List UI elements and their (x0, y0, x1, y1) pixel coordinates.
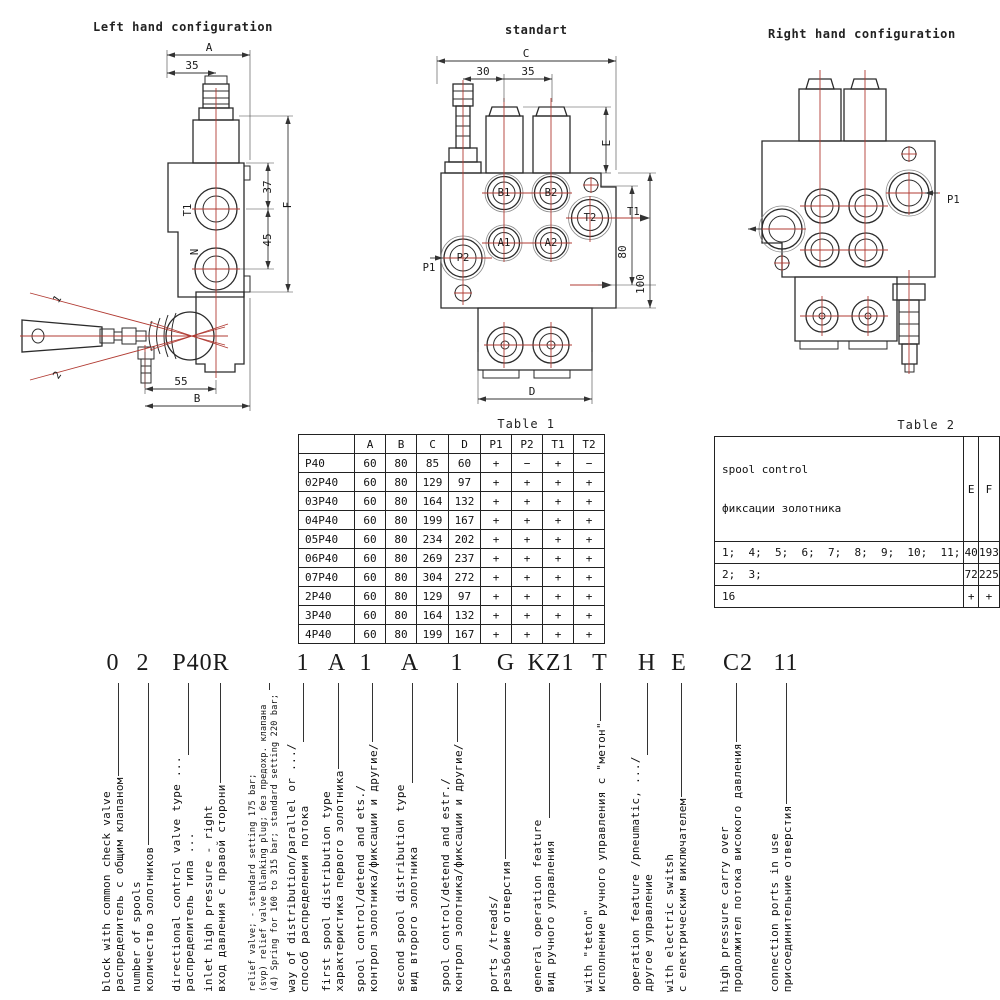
dim-c-cell: 129 (417, 473, 449, 492)
callout-line (303, 683, 304, 742)
order-field-description (394, 785, 420, 992)
table-1-row (299, 454, 605, 473)
order-field-description-line: характеристика первого золотника (333, 770, 346, 992)
order-field-description (531, 820, 557, 993)
dim-f-label: F (281, 201, 294, 209)
model-cell: 3P40 (299, 606, 355, 625)
table-2-row (715, 564, 1000, 586)
model-cell: P40 (299, 454, 355, 473)
table-2-header-row (715, 437, 1000, 542)
port-p1-cell: + (481, 568, 512, 587)
port-n-label: N (189, 248, 201, 256)
order-code-token: 1 (296, 650, 310, 676)
order-field-description-line: high pressure carry over (718, 825, 731, 992)
dim-a-cell: 60 (355, 549, 386, 568)
port-a2-label: A2 (544, 237, 558, 249)
port-t1-cell: + (543, 530, 574, 549)
dim-a-label: A (205, 41, 213, 54)
callout-line (412, 683, 413, 783)
order-field-description (768, 806, 794, 992)
port-p2-cell: + (512, 568, 543, 587)
spool-list-cell: 1; 4; 5; 6; 7; 8; 9; 10; 11; (715, 542, 964, 564)
lever-pos-1-label: 1 (50, 293, 65, 306)
table-1-header-cell: T1 (543, 435, 574, 454)
e-value-cell: 72 (964, 564, 979, 586)
order-field-description-line: spool control/detend and estr./ (439, 777, 452, 992)
port-t2-cell: + (574, 587, 605, 606)
callout-line (505, 683, 506, 859)
port-p2-cell: + (512, 606, 543, 625)
table-1-row (299, 606, 605, 625)
port-t2-cell: + (574, 625, 605, 644)
order-field-description (285, 744, 311, 992)
dim-d-cell: 132 (449, 492, 481, 511)
order-field-description-line: другое управление (642, 874, 655, 992)
order-field-description-line: распределитель типа ... (183, 832, 196, 992)
table-1-header-cell: D (449, 435, 481, 454)
order-field-description (170, 757, 196, 992)
callout-line (600, 683, 601, 721)
port-t2-cell: + (574, 492, 605, 511)
order-code-token: 1 (450, 650, 464, 676)
port-p1-cell: + (481, 454, 512, 473)
table-1-row (299, 568, 605, 587)
port-t1-cell: + (543, 549, 574, 568)
order-field-description-line: way of distribution/parallel or .../ (285, 742, 298, 992)
table-2 (714, 436, 1000, 608)
order-field-description (439, 744, 465, 992)
order-field-description (100, 778, 126, 992)
table-1-row (299, 473, 605, 492)
port-p2-cell: + (512, 492, 543, 511)
f-value-cell: + (978, 586, 999, 608)
port-t2-cell: + (574, 606, 605, 625)
callout-line (681, 683, 682, 797)
port-p2-cell: + (512, 625, 543, 644)
order-field-description (130, 847, 156, 992)
order-field-description-line: присоединительние отверстия (781, 805, 794, 992)
dim-45-label: 45 (261, 233, 274, 247)
spool-list-cell: 16 (715, 586, 964, 608)
dim-b-cell: 80 (386, 587, 417, 606)
port-p1-cell: + (481, 492, 512, 511)
order-field-description-line: block with common check valve (100, 791, 113, 992)
lever-pos-2-label: 2 (50, 369, 65, 382)
right-drawing-title: Right hand configuration (768, 27, 956, 41)
dim-c-cell: 269 (417, 549, 449, 568)
table-1-row (299, 511, 605, 530)
port-t2-cell: + (574, 511, 605, 530)
table-1-row (299, 587, 605, 606)
port-t2-cell: + (574, 549, 605, 568)
order-field-description-line: with "teton" (582, 908, 595, 992)
order-field-description-line: способ распределения потока (298, 805, 311, 992)
dim-a-cell: 60 (355, 492, 386, 511)
order-field-description (629, 757, 655, 992)
table-1-header-cell: P2 (512, 435, 543, 454)
port-t1-cell: + (543, 473, 574, 492)
dim-a-cell: 60 (355, 587, 386, 606)
callout-line (457, 683, 458, 742)
right-hand-valve-drawing (748, 70, 960, 374)
port-p1-cell: + (481, 473, 512, 492)
dim-b-cell: 80 (386, 625, 417, 644)
e-value-cell: + (964, 586, 979, 608)
port-p1-cell: + (481, 530, 512, 549)
port-b2-label: B2 (544, 187, 558, 199)
dim-d-cell: 237 (449, 549, 481, 568)
port-p2-cell: + (512, 511, 543, 530)
dim-d-cell: 272 (449, 568, 481, 587)
dim-a-cell: 60 (355, 625, 386, 644)
callout-line (549, 683, 550, 818)
callout-line (118, 683, 119, 776)
dim-b-cell: 80 (386, 492, 417, 511)
order-field-description-line: исполнение ручного управления с "метон" (595, 722, 608, 992)
port-p1-cell: + (481, 549, 512, 568)
port-t1-cell: + (543, 454, 574, 473)
table-1-header-cell: C (417, 435, 449, 454)
dim-c-cell: 234 (417, 530, 449, 549)
dim-c-cell: 129 (417, 587, 449, 606)
order-field-description-line: вид ручного управления (544, 839, 557, 992)
dim-c-cell: 85 (417, 454, 449, 473)
order-field-description (320, 771, 346, 992)
order-code-token: H (637, 650, 657, 676)
dim-37-label: 37 (261, 180, 274, 194)
dim-b-cell: 80 (386, 568, 417, 587)
table-2-row (715, 542, 1000, 564)
f-value-cell: 193 (978, 542, 999, 564)
order-field-description-line: количество золотников (143, 846, 156, 992)
e-value-cell: 40 (964, 542, 979, 564)
port-t1-label: T1 (182, 203, 194, 217)
order-field-description-line: first spool distribution type (320, 791, 333, 992)
callout-line (786, 683, 787, 804)
dim-d-cell: 60 (449, 454, 481, 473)
order-code-token: 11 (773, 650, 799, 676)
callout-line (148, 683, 149, 845)
port-t1-cell: + (543, 606, 574, 625)
order-field-description (354, 744, 380, 992)
table-2-row (715, 586, 1000, 608)
order-field-description-line: ports /treads/ (487, 895, 500, 992)
order-field-description-line: inlet high pressure - right (202, 805, 215, 992)
table-1-header-cell: P1 (481, 435, 512, 454)
dim-100-label: 100 (634, 274, 647, 294)
dim-d-cell: 167 (449, 625, 481, 644)
f-value-cell: 225 (978, 564, 999, 586)
port-t1-cell: + (543, 625, 574, 644)
dim-55-label: 55 (174, 375, 188, 388)
order-code-token: 2 (136, 650, 150, 676)
table-1-row (299, 549, 605, 568)
order-code-token: 1 (359, 650, 373, 676)
order-field-description-line: with electric switsh (663, 853, 676, 992)
port-p1-cell: + (481, 511, 512, 530)
order-field-description-line: вход давления с правой сторони (215, 784, 228, 992)
order-code-token: KZ1 (527, 650, 575, 676)
model-cell: 05P40 (299, 530, 355, 549)
dim-e-label: E (600, 139, 613, 147)
order-code-token: A (400, 650, 420, 676)
callout-line (372, 683, 373, 742)
dim-d-label: D (528, 385, 536, 398)
dim-a-cell: 60 (355, 511, 386, 530)
dim-30-label: 30 (476, 65, 490, 78)
order-field-description-line: резьбовие отверстия (500, 860, 513, 992)
table-1-header-cell: T2 (574, 435, 605, 454)
port-t1-mid-label: T1 (627, 206, 640, 218)
dim-80-label: 80 (616, 245, 629, 259)
table-1-header-row (299, 435, 605, 454)
order-code-token: P40R (172, 650, 230, 676)
order-field-description-line: operation feature /pneumatic, .../ (629, 756, 642, 992)
port-t2-cell: + (574, 530, 605, 549)
table-1-header-cell (299, 435, 355, 454)
dim-a-cell: 60 (355, 473, 386, 492)
table-1-row (299, 625, 605, 644)
table-2-title: Table 2 (897, 418, 955, 432)
order-code-token: 0 (106, 650, 120, 676)
dim-d-cell: 132 (449, 606, 481, 625)
model-cell: 07P40 (299, 568, 355, 587)
order-code-token: G (496, 650, 516, 676)
dim-35-label: 35 (185, 59, 199, 72)
order-field-description-line: directional control valve type ... (170, 756, 183, 992)
order-field-description-line: с електрическим виключателем (676, 798, 689, 992)
dim-b-cell: 80 (386, 549, 417, 568)
table-1-row (299, 492, 605, 511)
port-t2-cell: + (574, 473, 605, 492)
port-p2-cell: + (512, 530, 543, 549)
order-field-description (248, 692, 281, 992)
order-field-description (202, 785, 228, 992)
left-drawing-title: Left hand configuration (93, 20, 273, 34)
callout-line (269, 683, 270, 690)
middle-drawing-title: standart (505, 23, 568, 37)
dim-c-cell: 164 (417, 606, 449, 625)
table-1-title: Table 1 (497, 417, 555, 431)
order-code-token: T (592, 650, 608, 676)
model-cell: 4P40 (299, 625, 355, 644)
port-p2-cell: − (512, 454, 543, 473)
order-field-description-line: контрол золотника/фиксации и другие/ (367, 742, 380, 992)
dim-c-label: C (522, 47, 530, 60)
order-field-description-line: продолжител потока високого давления (731, 742, 744, 992)
table-2-col-e: E (964, 437, 979, 542)
model-cell: 04P40 (299, 511, 355, 530)
port-p2-cell: + (512, 473, 543, 492)
order-field-description (663, 799, 689, 992)
port-p2-cell: + (512, 549, 543, 568)
dim-35-label-mid: 35 (521, 65, 535, 78)
dim-c-cell: 304 (417, 568, 449, 587)
table-2-header-label: spool control фиксации золотника (715, 437, 964, 542)
order-field-description-line: распределитель с общим клапаном (113, 777, 126, 992)
dim-a-cell: 60 (355, 454, 386, 473)
port-p2-label: P2 (456, 252, 470, 264)
port-t1-cell: + (543, 492, 574, 511)
order-field-description-line: контрол золотника/фиксации и другие/ (452, 742, 465, 992)
port-p2-cell: + (512, 587, 543, 606)
port-a1-label: A1 (497, 237, 511, 249)
order-field-description-line: вид второго золотника (407, 846, 420, 992)
port-p1-cell: + (481, 625, 512, 644)
dim-b-cell: 80 (386, 454, 417, 473)
table-2-col-f: F (978, 437, 999, 542)
port-p1-cell: + (481, 587, 512, 606)
table-1-header-cell: A (355, 435, 386, 454)
dim-c-cell: 199 (417, 625, 449, 644)
table-1 (298, 434, 605, 644)
port-t1-cell: + (543, 511, 574, 530)
order-field-description (487, 861, 513, 992)
dim-d-cell: 167 (449, 511, 481, 530)
dim-a-cell: 60 (355, 606, 386, 625)
order-field-description-line: number of spools (130, 881, 143, 992)
port-t1-cell: + (543, 568, 574, 587)
order-field-description-line: second spool distribution type (394, 784, 407, 992)
model-cell: 06P40 (299, 549, 355, 568)
callout-line (220, 683, 221, 783)
dim-b-cell: 80 (386, 530, 417, 549)
order-field-description-line: general operation feature (531, 818, 544, 992)
order-code-token: A (327, 650, 347, 676)
dim-c-cell: 199 (417, 511, 449, 530)
callout-line (188, 683, 189, 755)
order-field-description (718, 744, 744, 992)
dim-a-cell: 60 (355, 568, 386, 587)
left-hand-valve-drawing (20, 41, 294, 411)
port-t2-cell: − (574, 454, 605, 473)
callout-line (647, 683, 648, 755)
spool-list-cell: 2; 3; (715, 564, 964, 586)
order-code-token: C2 (722, 650, 754, 676)
order-field-description-line: connection ports in use (768, 832, 781, 992)
model-cell: 02P40 (299, 473, 355, 492)
port-t2-cell: + (574, 568, 605, 587)
model-cell: 03P40 (299, 492, 355, 511)
port-t2-label: T2 (583, 212, 597, 224)
order-field-description-line: spool control/detend and ets./ (354, 784, 367, 992)
dim-d-cell: 97 (449, 587, 481, 606)
order-field-description (582, 723, 608, 992)
dim-d-cell: 202 (449, 530, 481, 549)
port-p1-right-label: P1 (947, 194, 960, 206)
technical-drawings (0, 0, 1000, 450)
dim-b-cell: 80 (386, 511, 417, 530)
order-field-description-line: (svp) relief valve blanking plug; без предохр. клапана (258, 704, 269, 992)
order-code-token: E (671, 650, 687, 676)
dim-b-cell: 80 (386, 473, 417, 492)
model-cell: 2P40 (299, 587, 355, 606)
callout-line (736, 683, 737, 742)
dim-b-cell: 80 (386, 606, 417, 625)
dim-d-cell: 97 (449, 473, 481, 492)
port-p1-mid-label: P1 (422, 262, 436, 274)
order-field-description-line: (4) Spring for 160 to 315 bar; standard setting 220 bar; (269, 694, 280, 992)
table-1-header-cell: B (386, 435, 417, 454)
standart-valve-drawing (423, 47, 656, 404)
callout-line (338, 683, 339, 769)
table-1-row (299, 530, 605, 549)
dim-c-cell: 164 (417, 492, 449, 511)
order-field-description-line: relief valve; - standard setting 175 bar; (247, 773, 258, 992)
dim-a-cell: 60 (355, 530, 386, 549)
port-b1-label: B1 (497, 187, 511, 199)
port-t1-cell: + (543, 587, 574, 606)
port-p1-cell: + (481, 606, 512, 625)
dim-b-label: B (193, 392, 201, 405)
